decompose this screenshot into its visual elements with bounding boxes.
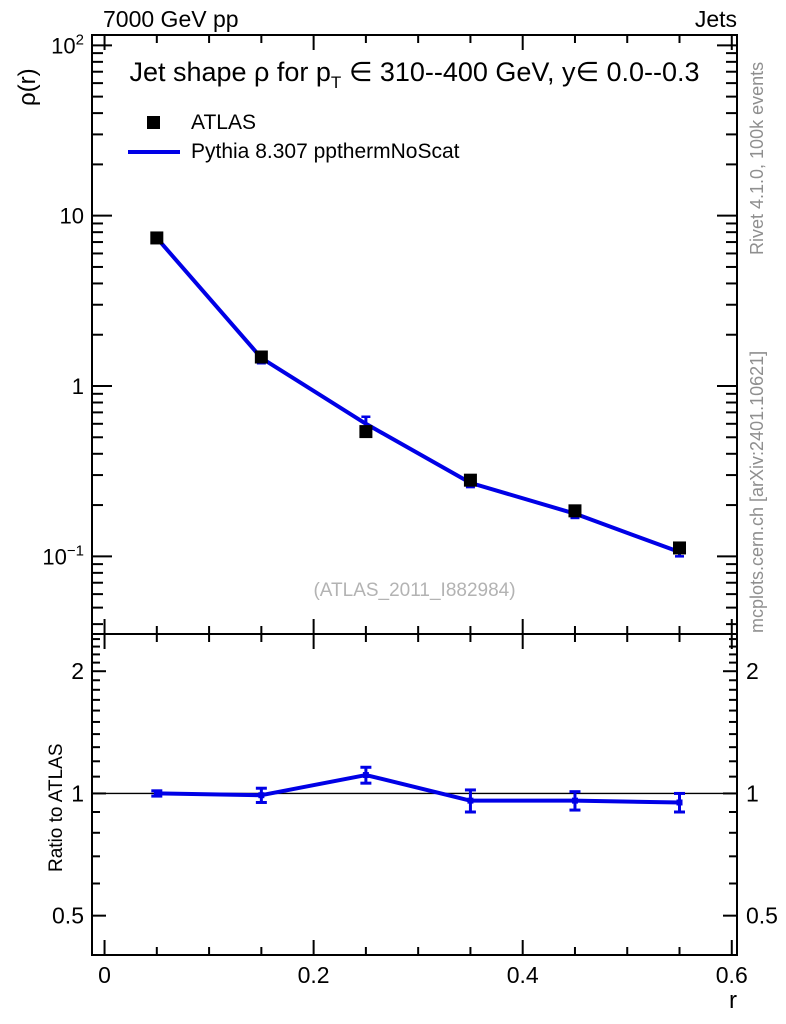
x-tick-label: 0 [98, 962, 111, 988]
rivet-version-side-text: Rivet 4.1.0, 100k events [747, 61, 767, 255]
data-point-square [568, 504, 581, 517]
ratio-point-marker [677, 799, 683, 805]
ratio-point-marker [258, 792, 264, 798]
plot-title [92, 57, 737, 93]
legend-marker-cell [126, 150, 181, 154]
ratio-point-marker [363, 772, 369, 778]
ratio-y-tick-label: 1 [71, 780, 84, 807]
legend-marker-cell [126, 116, 181, 129]
plot-title-post: ∈ 310--400 GeV, y∈ 0.0--0.3 [341, 57, 700, 87]
legend-item-atlas [126, 108, 460, 137]
mc-prediction-line [157, 238, 680, 552]
plot-title-pre: Jet shape ρ for p [129, 57, 331, 87]
ratio-line [157, 775, 680, 802]
x-tick-label: 0.2 [297, 962, 330, 988]
y-tick-label: 10 [59, 203, 84, 229]
data-point-square [359, 425, 372, 438]
beam-energy-label: 7000 GeV pp [103, 6, 239, 32]
ratio-y-tick-label: 2 [71, 658, 84, 685]
legend-label-pythia: Pythia 8.307 ppthermNoScat [191, 139, 460, 163]
blue-line-marker-icon [128, 150, 180, 154]
ratio-y-tick-label: 0.5 [52, 902, 84, 929]
ratio-y-tick-label-right: 0.5 [746, 902, 778, 929]
main-y-axis-label: ρ(r) [14, 68, 41, 106]
ratio-y-axis-label: Ratio to ATLAS [46, 743, 67, 872]
plot-title-subscript: T [330, 73, 342, 92]
analysis-group-label: Jets [694, 6, 737, 32]
x-tick-label: 0.4 [506, 962, 539, 988]
data-point-square [673, 541, 686, 554]
data-point-square [464, 474, 477, 487]
ratio-y-tick-label-right: 2 [746, 658, 759, 685]
legend-label-atlas: ATLAS [191, 110, 256, 134]
y-tick-label: $10^2$ [51, 31, 84, 59]
ratio-point-marker [154, 790, 160, 796]
analysis-id-watermark: (ATLAS_2011_I882984) [313, 580, 516, 601]
ratio-y-tick-label-right: 1 [746, 780, 759, 807]
data-point-square [255, 351, 268, 364]
y-tick-label: $10^{-1}$ [42, 542, 84, 570]
legend-item-pythia [126, 137, 460, 166]
data-point-square [150, 231, 163, 244]
legend [126, 108, 460, 166]
black-square-marker-icon [147, 116, 160, 129]
x-tick-label: 0.6 [715, 962, 748, 988]
ratio-point-marker [572, 798, 578, 804]
mcplots-arxiv-side-text: mcplots.cern.ch [arXiv:2401.10621] [747, 350, 767, 633]
ratio-point-marker [467, 798, 473, 804]
x-axis-title: r [729, 987, 737, 1014]
y-tick-label: 1 [71, 374, 84, 400]
